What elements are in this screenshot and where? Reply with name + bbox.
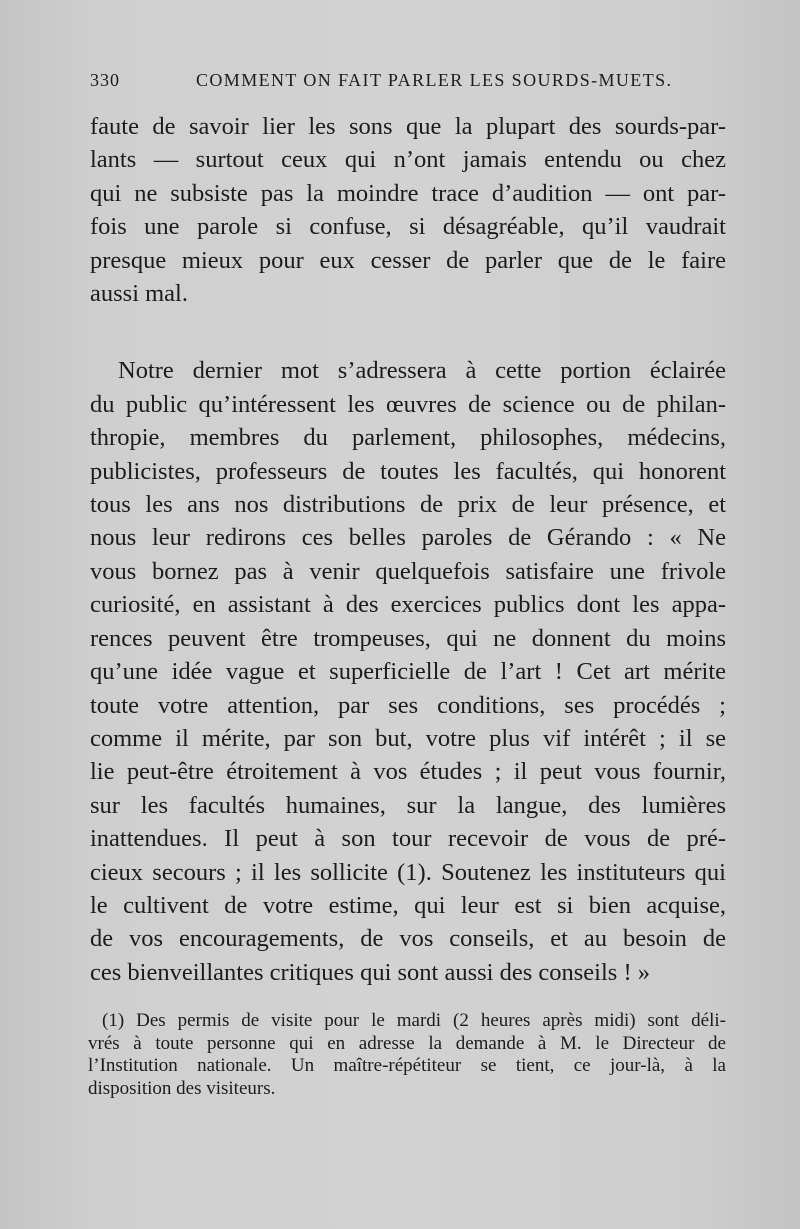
text-line: qui ne subsiste pas la moindre trace d’audition — ont par- (90, 179, 726, 207)
running-title: COMMENT ON FAIT PARLER LES SOURDS-MUETS. (196, 70, 673, 90)
text-line: qu’une idée vague et superficielle de l’art ! Cet art mérite (90, 658, 726, 686)
text-line: du public qu’intéressent les œuvres de science ou de philan- (90, 390, 726, 418)
text-line: Notre dernier mot s’adressera à cette portion éclairée (118, 357, 726, 385)
text-line: presque mieux pour eux cesser de parler que de le faire (90, 246, 726, 274)
text-line: curiosité, en assistant à des exercices publics dont les appa- (90, 591, 726, 619)
text-line: comme il mérite, par son but, votre plus vif intérêt ; il se (90, 724, 726, 752)
text-line: faute de savoir lier les sons que la plupart des sourds-par- (90, 113, 726, 140)
footnote-line: l’Institution nationale. Un maître-répétiteur se tient, ce jour-là, à la (88, 1055, 726, 1076)
page-number: 330 (90, 70, 120, 90)
text-line: lie peut-être étroitement à vos études ; il peut vous fournir, (90, 758, 726, 786)
text-line: lants — surtout ceux qui n’ont jamais entendu ou chez (90, 146, 726, 174)
text-line: nous leur redirons ces belles paroles de Gérando : « Ne (90, 524, 726, 552)
text-line: toute votre attention, par ses conditions, ses procédés ; (90, 691, 726, 719)
text-line: ces bienveillantes critiques qui sont aussi des conseils ! » (90, 958, 650, 986)
text-line: vous bornez pas à venir quelquefois satisfaire une frivole (90, 557, 726, 585)
text-line: de vos encouragements, de vos conseils, et au besoin de (90, 925, 726, 953)
footnote-line: (1) Des permis de visite pour le mardi (2 heures après midi) sont déli- (102, 1010, 726, 1031)
paragraph-1 (90, 110, 726, 310)
text-line: tous les ans nos distributions de prix de leur présence, et (90, 491, 726, 519)
text-line: aussi mal. (90, 280, 188, 308)
text-line: publicistes, professeurs de toutes les facultés, qui honorent (90, 457, 726, 485)
footnote-line: disposition des visiteurs. (88, 1077, 276, 1099)
footnote-line: vrés à toute personne qui en adresse la demande à M. le Directeur de (88, 1032, 726, 1054)
paragraph-2 (90, 354, 726, 989)
text-line: sur les facultés humaines, sur la langue, des lumières (90, 791, 726, 819)
text-line: le cultivent de votre estime, qui leur est si bien acquise, (90, 891, 726, 919)
text-line: thropie, membres du parlement, philosophes, médecins, (90, 424, 726, 452)
body-text (90, 110, 726, 989)
page-header (88, 70, 728, 96)
footnote (88, 1010, 726, 1100)
text-line: cieux secours ; il les sollicite (1). Soutenez les instituteurs qui (90, 858, 726, 886)
text-line: rences peuvent être trompeuses, qui ne donnent du moins (90, 624, 726, 652)
text-line: fois une parole si confuse, si désagréable, qu’il vaudrait (90, 213, 726, 241)
text-line: inattendues. Il peut à son tour recevoir de vous de pré- (90, 825, 726, 853)
